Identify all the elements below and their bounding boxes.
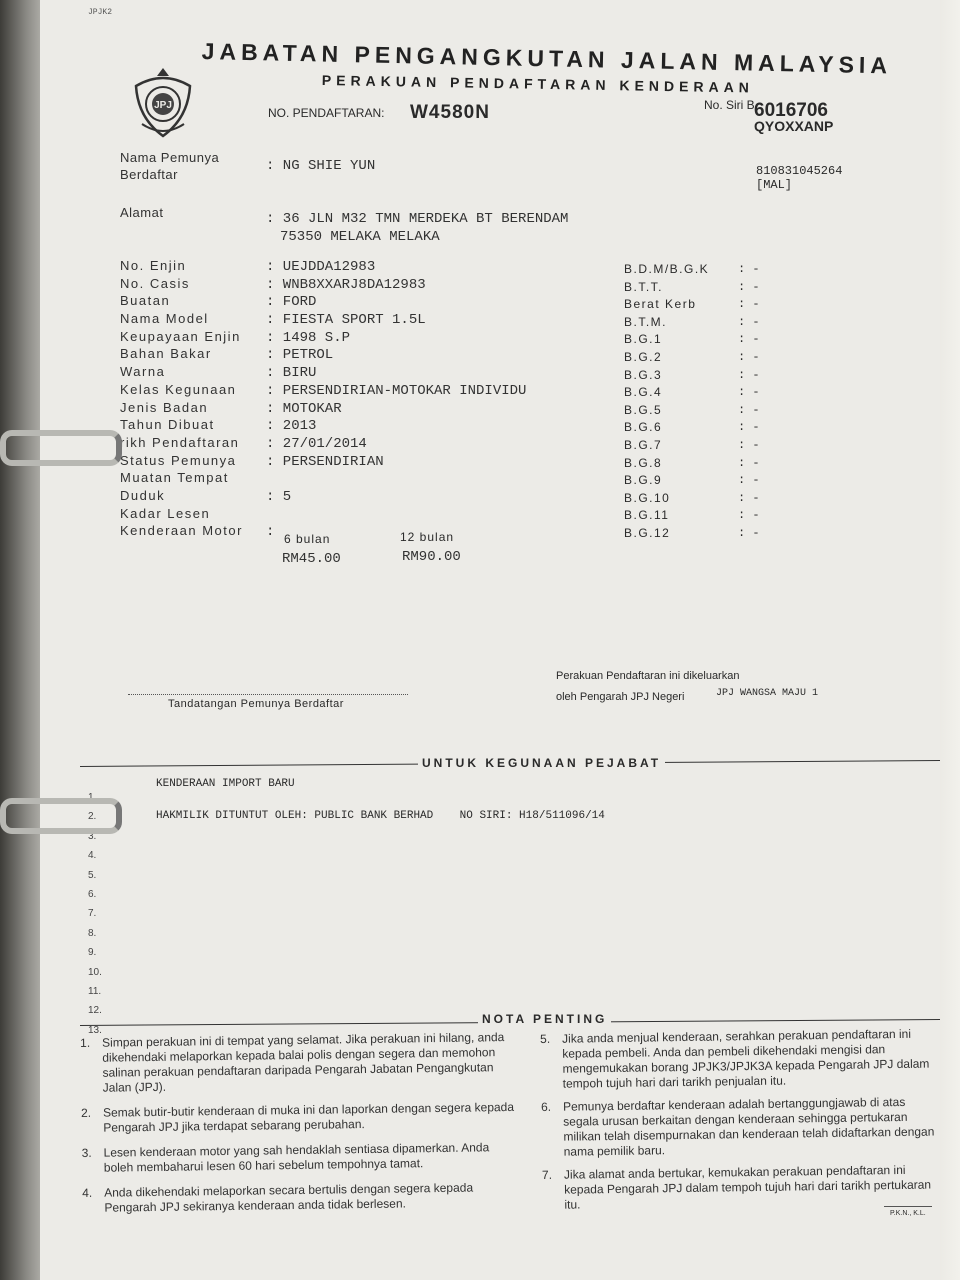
note-item <box>82 1140 522 1176</box>
vehicle-field-value: : FORD <box>266 294 317 311</box>
office-line-number: 9. <box>88 947 97 959</box>
note-item <box>541 1094 940 1160</box>
fee-twelve-month-label: 12 bulan <box>400 530 455 544</box>
weight-field-label: B.G.5 <box>624 402 663 417</box>
vehicle-field-value: : WNB8XXARJ8DA12983 <box>266 276 426 293</box>
owner-name-label-2: Berdaftar <box>120 167 178 182</box>
vehicle-field-value: : 1498 S.P <box>266 329 351 346</box>
address-line-1: : 36 JLN M32 TMN MERDEKA BT BERENDAM <box>266 211 569 227</box>
serial-label: No. Siri B <box>704 98 755 112</box>
weight-field-label: B.T.T. <box>624 279 664 294</box>
weight-field-label: B.G.9 <box>624 473 663 488</box>
signature-label: Tandatangan Pemunya Berdaftar <box>168 698 344 710</box>
office-line-number: 4. <box>88 850 97 862</box>
weight-field-value: : - <box>738 385 760 400</box>
note-item <box>80 1030 521 1096</box>
vehicle-field-label: Muatan Tempat <box>120 470 229 486</box>
weight-field-value: : - <box>738 402 760 417</box>
vehicle-field-value: : BIRU <box>266 365 317 382</box>
vehicle-field-label: No. Casis <box>120 275 190 291</box>
note-item <box>81 1100 521 1136</box>
vehicle-field-value: : MOTOKAR <box>266 400 342 417</box>
vehicle-field-value: : FIESTA SPORT 1.5L <box>266 312 426 329</box>
vehicle-field-label: Status Pemunya <box>120 452 237 468</box>
office-line-number: 3. <box>88 830 97 842</box>
note-item <box>542 1162 940 1213</box>
note-text: Anda dikehendaki melaporkan secara bertulis dengan segera kepada Pengarah JPJ sekiranya kenderaan anda tidak berlesen. <box>104 1180 474 1215</box>
note-number: 7. <box>541 1167 553 1182</box>
weight-field-label: B.G.12 <box>624 525 671 540</box>
serial-number: 6016706 <box>754 100 828 121</box>
weight-field-value: : - <box>738 508 760 523</box>
note-text: Lesen kenderaan motor yang sah hendaklah sentiasa dipamerkan. Anda boleh membaharui lesen 60 hari sebelum tempohnya tamat. <box>103 1140 490 1175</box>
vehicle-field-label: Kelas Kegunaan <box>120 381 237 397</box>
vehicle-field-label: Bahan Bakar <box>120 346 212 362</box>
note-text: Semak butir-butir kenderaan di muka ini dan laporkan dengan segera kepada Pengarah JPJ jika terdapat sebarang perubahan. <box>102 1099 515 1135</box>
vehicle-field-label: rikh Pendaftaran <box>120 434 240 450</box>
printer-rule <box>884 1206 932 1207</box>
weight-field-label: B.G.1 <box>624 332 663 347</box>
document-title: JABATAN PENGANGKUTAN JALAN MALAYSIA <box>201 38 893 79</box>
binder-ring-icon <box>0 430 122 466</box>
jpj-crest-icon <box>128 66 198 145</box>
vehicle-field-label: Keupayaan Enjin <box>120 328 241 344</box>
weight-field-label: Berat Kerb <box>624 297 697 312</box>
weight-field-value: : - <box>738 437 760 452</box>
registration-number: W4580N <box>410 102 490 123</box>
office-line-number: 2. <box>88 811 97 823</box>
weight-field-value: : - <box>738 262 760 276</box>
weight-field-label: B.G.7 <box>624 437 663 452</box>
office-section-title: UNTUK KEGUNAAN PEJABAT <box>418 756 665 770</box>
issuing-office: JPJ WANGSA MAJU 1 <box>716 688 819 699</box>
weight-field-label: B.D.M/B.G.K <box>624 262 710 276</box>
note-number: 5. <box>540 1031 551 1046</box>
issued-by-line-1: Perakuan Pendaftaran ini dikeluarkan <box>556 670 740 682</box>
weight-field-value: : - <box>738 349 760 364</box>
weight-field-value: : - <box>738 490 760 505</box>
vehicle-field-label: Kenderaan Motor <box>120 523 243 539</box>
weight-field-label: B.G.8 <box>624 455 663 470</box>
address-line-2: 75350 MELAKA MELAKA <box>280 229 440 245</box>
fee-twelve-month-value: RM90.00 <box>402 549 461 565</box>
note-text: Pemunya berdaftar kenderaan adalah bertanggungjawab di atas segala urusan berkaitan dengan kenderaan sehingga pertukaran milikan telah disempurnakan dan kenderaan telah didaftarkan dengan nama pemilik baru. <box>562 1094 935 1159</box>
weight-field-value: : - <box>738 525 760 540</box>
vehicle-field-label: Jenis Badan <box>120 399 209 415</box>
owner-name-label: Nama Pemunya <box>120 150 220 165</box>
vehicle-field-label: Nama Model <box>120 311 209 327</box>
vehicle-field-value: : 5 <box>266 488 292 505</box>
office-line-number: 10. <box>88 966 102 978</box>
vehicle-field-value: : <box>266 524 275 541</box>
address-label: Alamat <box>120 205 164 220</box>
weight-field-value: : - <box>738 455 760 470</box>
note-number: 1. <box>80 1035 91 1050</box>
note-number: 6. <box>540 1099 552 1114</box>
notes-right-column <box>540 1026 940 1221</box>
fee-six-month-label: 6 bulan <box>284 532 331 546</box>
vehicle-field-value: : UEJDDA12983 <box>266 259 376 275</box>
vehicle-field-label: Buatan <box>120 293 171 309</box>
weight-field-value: : - <box>738 473 760 488</box>
weight-field-value: : - <box>738 314 760 329</box>
form-code: JPJK2 <box>88 8 113 17</box>
vehicle-field-label: Warna <box>120 364 166 380</box>
registration-certificate <box>40 0 940 1280</box>
registration-label: NO. PENDAFTARAN: <box>268 106 385 120</box>
weight-field-value: : - <box>738 367 760 382</box>
note-item <box>82 1180 522 1216</box>
note-text: Jika anda menjual kenderaan, serahkan perakuan pendaftaran ini kepada pembeli. Anda dan pembeli dikehendaki mengisi dan mengemukakan borang JPJK3/JPJK3A kepada Pengarah JPJ dalam tempoh tujuh hari dari tarikh penjualan itu. <box>561 1026 930 1091</box>
notes-left-column <box>80 1030 523 1226</box>
office-line-number: 13. <box>88 1024 102 1036</box>
note-number: 2. <box>80 1105 92 1120</box>
note-number: 3. <box>81 1145 92 1160</box>
note-text: Simpan perakuan ini di tempat yang selamat. Jika perakuan ini hilang, anda dikehendaki melaporkan kepada balai polis dengan segera dan memohon salinan perakuan pendaftaran daripada Pengarah Jabatan Pengangkutan Jalan (JPJ). <box>101 1030 505 1095</box>
weight-field-label: B.G.11 <box>624 508 670 523</box>
office-line-number: 8. <box>88 927 97 939</box>
weight-field-label: B.G.3 <box>624 367 663 382</box>
fee-six-month-value: RM45.00 <box>282 551 341 567</box>
weight-field-value: : - <box>738 420 760 435</box>
note-number: 4. <box>82 1185 93 1200</box>
owner-ic-number: 810831045264 <box>756 164 843 178</box>
office-line-number: 1. <box>88 792 97 803</box>
vehicle-field-value: : PERSENDIRIAN-MOTOKAR INDIVIDU <box>266 382 527 399</box>
issued-by-line-2: oleh Pengarah JPJ Negeri <box>556 691 685 703</box>
weight-field-value: : - <box>738 297 760 312</box>
svg-text:JPJ: JPJ <box>154 100 172 111</box>
vehicle-field-label: Tahun Dibuat <box>120 417 215 433</box>
office-note-import: KENDERAAN IMPORT BARU <box>156 778 295 790</box>
weight-field-label: B.T.M. <box>624 314 668 329</box>
vehicle-field-label: Duduk <box>120 487 166 503</box>
weight-field-label: B.G.10 <box>624 490 671 505</box>
office-line-number: 12. <box>88 1005 102 1017</box>
weight-field-label: B.G.2 <box>624 349 663 364</box>
note-text: Jika alamat anda bertukar, kemukakan perakuan pendaftaran ini kepada Pengarah JPJ dalam tempoh tujuh hari dari tarikh pertukaran itu. <box>563 1162 932 1212</box>
notes-title: NOTA PENTING <box>478 1012 611 1026</box>
office-line-number: 11. <box>88 985 102 997</box>
document-subtitle: PERAKUAN PENDAFTARAN KENDERAAN <box>321 72 755 96</box>
binder-ring-icon <box>0 798 122 834</box>
office-line-number: 5. <box>88 869 97 881</box>
weight-field-value: : - <box>738 332 760 347</box>
vehicle-field-label: Kadar Lesen <box>120 505 211 521</box>
office-line-number: 7. <box>88 908 97 920</box>
office-note-ownership: HAKMILIK DITUNTUT OLEH: PUBLIC BANK BERHAD NO SIRI: H18/511096/14 <box>156 810 605 822</box>
signature-line <box>128 694 408 695</box>
office-line-number: 6. <box>88 888 97 900</box>
weight-field-value: : - <box>738 279 760 294</box>
vehicle-field-value: : PERSENDIRIAN <box>266 453 384 470</box>
note-item <box>540 1026 940 1092</box>
weight-field-label: B.G.6 <box>624 420 663 435</box>
serial-code: QYOXXANP <box>754 118 834 134</box>
vehicle-field-value: : 2013 <box>266 418 317 435</box>
vehicle-field-value: : PETROL <box>266 347 334 364</box>
vehicle-field-label: No. Enjin <box>120 258 187 273</box>
weight-field-label: B.G.4 <box>624 385 663 400</box>
owner-name: : NG SHIE YUN <box>266 158 376 174</box>
vehicle-field-value: : 27/01/2014 <box>266 435 367 452</box>
printer-mark: P.K.N., K.L. <box>890 1210 926 1217</box>
owner-nationality: [MAL] <box>756 178 793 192</box>
